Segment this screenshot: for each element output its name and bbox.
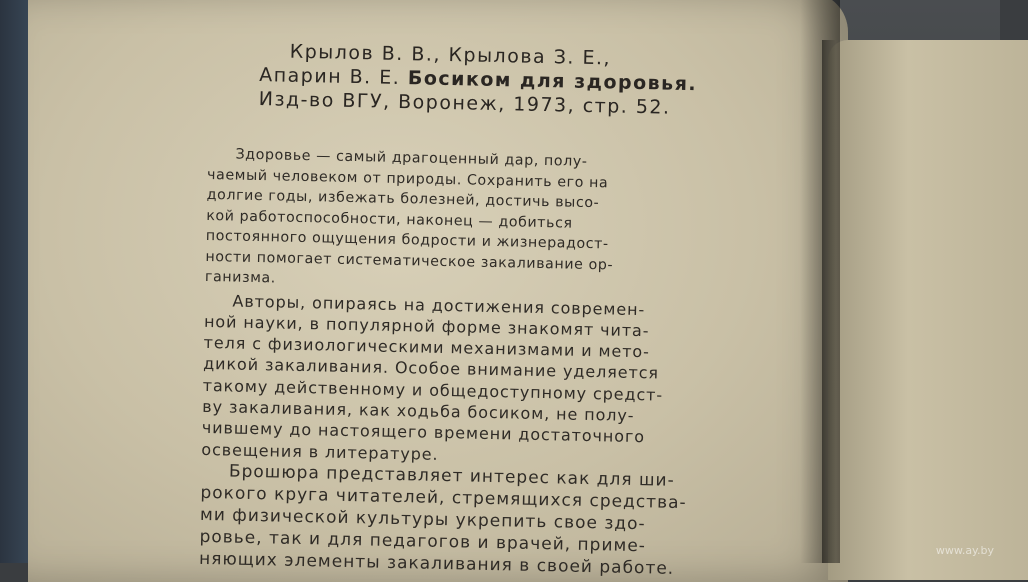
text-line: рокого круга читателей, стремящихся средства- xyxy=(200,482,687,513)
header-publisher-line: Изд-во ВГУ, Воронеж, 1973, стр. 52. xyxy=(258,88,671,119)
text-line: дикой закаливания. Особое внимание уделяется xyxy=(202,354,660,383)
header-authors-line-1: Крылов В. В., Крылова З. Е., xyxy=(289,40,612,70)
text-line: ми физической культуры укрепить свое здо- xyxy=(199,504,646,535)
text-line: долгие годы, избежать болезней, достичь высо- xyxy=(206,186,600,212)
book-title: Босиком для здоровья. xyxy=(407,67,698,96)
text-line: ву закаливания, как ходьба босиком, не полу- xyxy=(202,396,635,425)
right-book-page xyxy=(828,40,1028,580)
text-line: Авторы, опираясь на достижения современ- xyxy=(232,291,646,319)
text-line: ности помогает систематическое закаливание ор- xyxy=(205,248,614,273)
page-gutter-shadow xyxy=(800,0,840,563)
text-line: постоянного ощущения бодрости и жизнерадост- xyxy=(205,227,609,253)
text-line: ной науки, в популярной форме знакомят чита- xyxy=(203,311,650,341)
text-line: теля с физиологическими механизмами и мето- xyxy=(203,333,650,362)
text-line: кой работоспособности, наконец — добиться xyxy=(206,207,573,232)
text-line: освещения в литературе. xyxy=(201,439,439,464)
text-line: Брошюра представляет интерес как для ши- xyxy=(228,461,675,491)
text-line: такому действенному и общедоступному средст- xyxy=(202,375,664,405)
paragraph-2 xyxy=(201,289,774,471)
text-line: няющих элементы закаливания в своей работе. xyxy=(198,548,675,579)
text-line: Здоровье — самый драгоценный дар, полу- xyxy=(235,146,588,170)
header-author-3: Апарин В. Е. xyxy=(259,64,409,90)
paragraph-3 xyxy=(199,460,771,582)
text-line: ганизма. xyxy=(204,268,277,287)
site-watermark: www.ay.by xyxy=(935,544,994,557)
text-line: чившему до настоящего времени достаточного xyxy=(201,418,646,447)
annotation-text xyxy=(199,144,778,582)
text-line: ровье, так и для педагогов и врачей, приме- xyxy=(199,526,647,557)
printed-text-block xyxy=(199,38,780,582)
paragraph-1 xyxy=(205,144,778,299)
text-line: чаемый человеком от природы. Сохранить его на xyxy=(206,166,609,191)
